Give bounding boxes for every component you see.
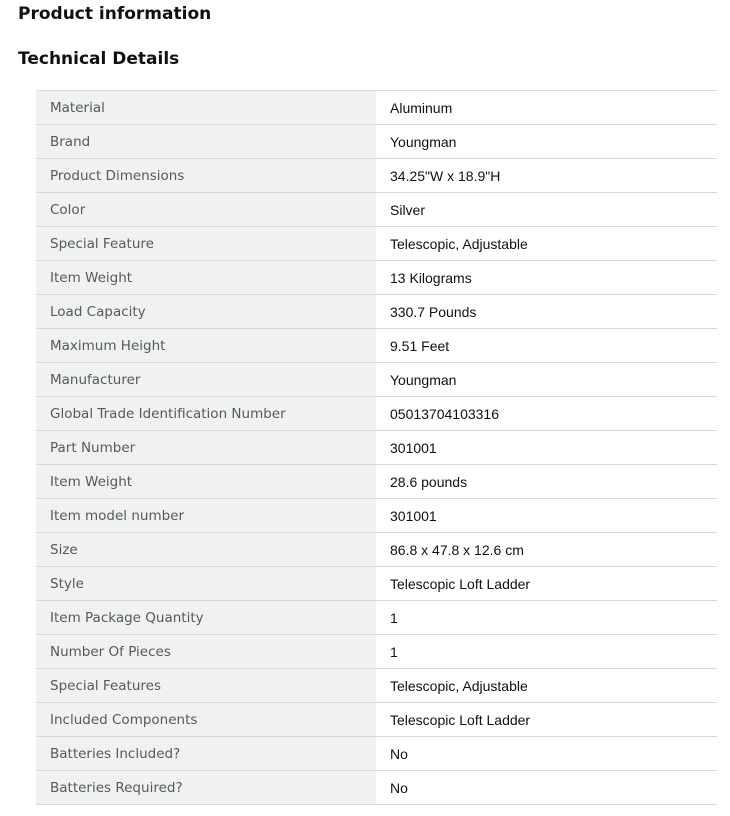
details-row-label: Special Features bbox=[36, 669, 376, 703]
section-title: Technical Details bbox=[18, 49, 180, 69]
details-row-label: Part Number bbox=[36, 431, 376, 465]
details-row bbox=[36, 499, 717, 533]
details-row-value: No bbox=[376, 737, 717, 771]
details-row-value: 13 Kilograms bbox=[376, 261, 717, 295]
details-row-label: Product Dimensions bbox=[36, 159, 376, 193]
details-row-value: 86.8 x 47.8 x 12.6 cm bbox=[376, 533, 717, 567]
details-row bbox=[36, 363, 717, 397]
details-row bbox=[36, 703, 717, 737]
details-row-label: Material bbox=[36, 91, 376, 125]
details-row-label: Item model number bbox=[36, 499, 376, 533]
details-row bbox=[36, 771, 717, 805]
details-row-value: Telescopic Loft Ladder bbox=[376, 703, 717, 737]
details-row-label: Batteries Included? bbox=[36, 737, 376, 771]
details-row-value: 301001 bbox=[376, 431, 717, 465]
details-row-label: Color bbox=[36, 193, 376, 227]
details-row-label: Item Weight bbox=[36, 261, 376, 295]
details-row bbox=[36, 329, 717, 363]
details-row bbox=[36, 601, 717, 635]
details-row-label: Global Trade Identification Number bbox=[36, 397, 376, 431]
details-row bbox=[36, 125, 717, 159]
details-row-value: 330.7 Pounds bbox=[376, 295, 717, 329]
details-row-value: Aluminum bbox=[376, 91, 717, 125]
details-row bbox=[36, 737, 717, 771]
details-row-value: Telescopic, Adjustable bbox=[376, 669, 717, 703]
details-row-value: 9.51 Feet bbox=[376, 329, 717, 363]
details-row-label: Manufacturer bbox=[36, 363, 376, 397]
details-row bbox=[36, 295, 717, 329]
details-row bbox=[36, 431, 717, 465]
details-row-label: Maximum Height bbox=[36, 329, 376, 363]
details-row-value: 1 bbox=[376, 635, 717, 669]
details-row bbox=[36, 261, 717, 295]
details-row-value: Silver bbox=[376, 193, 717, 227]
technical-details-body bbox=[36, 91, 717, 805]
details-row-value: Youngman bbox=[376, 125, 717, 159]
details-row bbox=[36, 533, 717, 567]
details-row-value: 28.6 pounds bbox=[376, 465, 717, 499]
details-row bbox=[36, 193, 717, 227]
details-row-value: 05013704103316 bbox=[376, 397, 717, 431]
details-row bbox=[36, 635, 717, 669]
details-row-value: Telescopic, Adjustable bbox=[376, 227, 717, 261]
details-row bbox=[36, 227, 717, 261]
details-row-label: Special Feature bbox=[36, 227, 376, 261]
details-row-label: Item Weight bbox=[36, 465, 376, 499]
details-row bbox=[36, 159, 717, 193]
details-row bbox=[36, 397, 717, 431]
details-row-value: Telescopic Loft Ladder bbox=[376, 567, 717, 601]
details-row-label: Load Capacity bbox=[36, 295, 376, 329]
details-row bbox=[36, 465, 717, 499]
details-row-label: Size bbox=[36, 533, 376, 567]
details-row-label: Item Package Quantity bbox=[36, 601, 376, 635]
details-row-label: Style bbox=[36, 567, 376, 601]
technical-details-table bbox=[36, 90, 717, 805]
details-row-value: 301001 bbox=[376, 499, 717, 533]
details-row-value: 1 bbox=[376, 601, 717, 635]
details-row-label: Number Of Pieces bbox=[36, 635, 376, 669]
details-row-value: No bbox=[376, 771, 717, 805]
details-row-value: 34.25"W x 18.9"H bbox=[376, 159, 717, 193]
details-row bbox=[36, 91, 717, 125]
details-row-value: Youngman bbox=[376, 363, 717, 397]
page-title: Product information bbox=[18, 4, 212, 24]
details-row-label: Brand bbox=[36, 125, 376, 159]
details-row bbox=[36, 669, 717, 703]
details-row-label: Included Components bbox=[36, 703, 376, 737]
details-row bbox=[36, 567, 717, 601]
details-row-label: Batteries Required? bbox=[36, 771, 376, 805]
